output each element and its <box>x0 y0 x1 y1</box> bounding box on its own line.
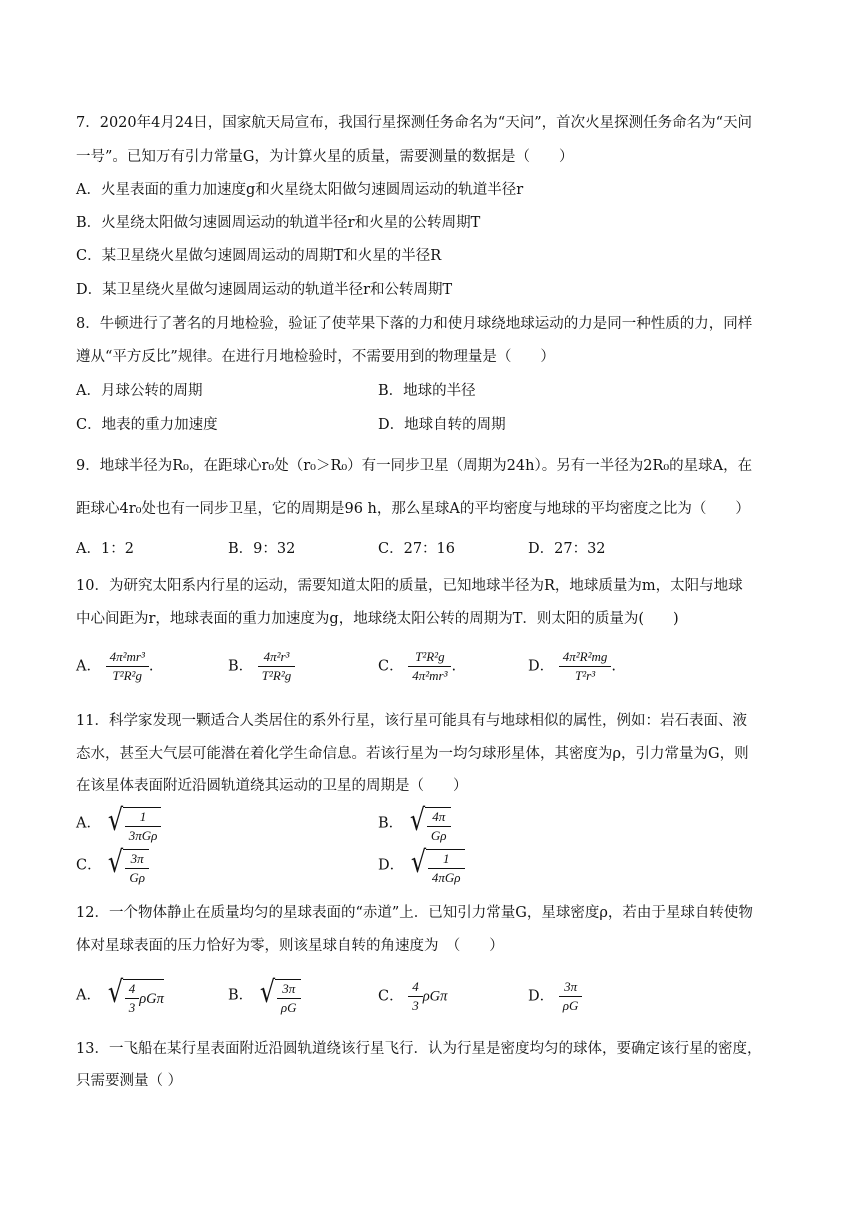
q12-a-denominator: 3 <box>128 1000 136 1015</box>
q12-option-c <box>378 978 447 1015</box>
q10-option-a <box>76 648 153 685</box>
q11-c-denominator: Gρ <box>129 870 145 885</box>
q12-a-numerator: 4 <box>125 980 140 999</box>
q13-stem-line1: 13．一飞船在某行星表面附近沿圆轨道绕该行星飞行．认为行星是密度均匀的球体，要确定该行星的密度， <box>76 1041 762 1057</box>
q12-d-label: D． <box>528 988 555 1005</box>
q11-stem-line1: 11．科学家发现一颗适合人类居住的系外行星，该行星可能具有与地球相似的属性，例如：岩石表面、液 <box>76 713 747 729</box>
q12-b-sqrt: √ $\frac{3\pi}{\rho G}$ <box>258 974 301 1017</box>
q10-c-numerator: T²R²g <box>408 648 451 667</box>
q8-option-b: B．地球的半径 <box>378 383 476 399</box>
q12-a-label: A． <box>76 987 101 1004</box>
q10-c-denominator: 4π²mr³ <box>412 668 448 683</box>
q12-stem-line2: 体对星球表面的压力恰好为零，则该星球自转的角速度为 （ ） <box>76 938 504 954</box>
q9-option-a: A．1：2 <box>76 541 134 557</box>
q10-b-fraction <box>258 648 295 685</box>
q12-a-tail: ρGπ <box>139 990 164 1007</box>
q10-d-label: D． <box>528 658 555 675</box>
q10-a-label: A． <box>76 658 101 675</box>
q11-c-fraction <box>125 850 149 887</box>
q10-a-dot: . <box>148 658 154 675</box>
q12-option-d <box>528 978 582 1015</box>
q9-option-c: C．27：16 <box>378 541 455 557</box>
q10-c-label: C． <box>378 658 404 675</box>
q12-a-fraction <box>125 980 140 1017</box>
q11-d-fraction <box>428 850 465 887</box>
q12-c-denominator: 3 <box>412 998 419 1013</box>
q10-d-numerator: 4π²R²mg <box>559 648 612 667</box>
q10-b-numerator: 4π²r³ <box>258 648 295 667</box>
q10-c-fraction <box>408 648 451 685</box>
q11-b-numerator: 4π <box>427 808 451 827</box>
q10-stem-line1: 10．为研究太阳系内行星的运动，需要知道太阳的质量，已知地球半径为R，地球质量为m，太阳与地球 <box>76 578 743 594</box>
q7-option-a: A．火星表面的重力加速度g和火星绕太阳做匀速圆周运动的轨道半径r <box>76 182 524 198</box>
q10-d-denominator: T²r³ <box>575 668 596 683</box>
q11-c-sqrt: √ $\frac{3\pi}{G\rho}$ <box>106 844 149 887</box>
q10-d-fraction <box>559 648 612 685</box>
q9-option-b: B．9：32 <box>228 541 296 557</box>
q8-stem-line2: 遵从“平方反比”规律。在进行月地检验时，不需要用到的物理量是（ ） <box>76 349 555 365</box>
q12-c-fraction <box>408 978 423 1015</box>
q11-d-sqrt: √ $\frac{1}{\text{4πGρ}}$ <box>409 844 465 887</box>
q11-a-label: A． <box>76 815 101 832</box>
q11-option-a <box>76 802 161 845</box>
q11-b-denominator: Gρ <box>430 828 447 843</box>
q12-stem-line1: 12．一个物体静止在质量均匀的星球表面的“赤道”上．已知引力常量G，星球密度ρ，若由于星球自转使物 <box>76 905 753 921</box>
q11-a-fraction <box>125 808 162 845</box>
q10-c-dot: . <box>451 658 457 675</box>
q9-stem-line2: 距球心4r₀处也有一同步卫星，它的周期是96 h，那么星球A的平均密度与地球的平均密度之比为（ ） <box>76 501 750 517</box>
q8-option-d: D．地球自转的周期 <box>378 417 506 433</box>
q12-d-fraction <box>559 978 583 1015</box>
q10-a-fraction <box>106 648 149 685</box>
q12-a-sqrt: √ $\frac{4}{3}$ ρGπ <box>107 975 164 1015</box>
q11-c-numerator: 3π <box>125 850 149 869</box>
q9-option-d: D．27：32 <box>528 541 606 557</box>
q12-b-label: B． <box>228 987 254 1004</box>
q13-stem-line2: 只需要测量（ ） <box>76 1073 183 1089</box>
q12-option-a <box>76 974 164 1017</box>
q7-stem-line2: 一号”。已知万有引力常量G，为计算火星的质量，需要测量的数据是（ ） <box>76 149 574 165</box>
q7-option-c: C．某卫星绕火星做匀速圆周运动的周期T和火星的半径R <box>76 248 442 264</box>
q12-b-fraction <box>277 980 301 1017</box>
q11-stem-line2: 态水，甚至大气层可能潜在着化学生命信息。若该行星为一均匀球形星体，其密度为ρ，引力常量为G，则 <box>76 746 749 762</box>
q10-option-d <box>528 648 616 685</box>
q11-d-numerator: 1 <box>428 850 465 869</box>
q8-option-a: A．月球公转的周期 <box>76 383 203 399</box>
q12-c-label: C． <box>378 988 404 1005</box>
q11-a-denominator: 3πGρ <box>128 828 158 843</box>
q11-stem-line3: 在该星体表面附近沿圆轨道绕其运动的卫星的周期是（ ） <box>76 778 468 794</box>
q11-b-label: B． <box>378 815 404 832</box>
q12-b-denominator: ρG <box>280 1000 297 1015</box>
q11-b-sqrt: √ $\frac{4\pi}{G\rho}$ <box>408 802 451 845</box>
q11-a-sqrt: √ $\frac{1}{\text{3πGρ}}$ <box>106 802 162 845</box>
q11-b-fraction <box>427 808 451 845</box>
q8-option-c: C．地表的重力加速度 <box>76 417 218 433</box>
q10-option-c <box>378 648 456 685</box>
q10-b-label: B． <box>228 658 254 675</box>
q12-d-denominator: ρG <box>562 998 579 1013</box>
q10-option-b <box>228 648 295 685</box>
q11-option-d <box>378 844 465 887</box>
q12-option-b <box>228 974 301 1017</box>
q12-d-numerator: 3π <box>559 978 583 997</box>
q7-option-d: D．某卫星绕火星做匀速圆周运动的轨道半径r和公转周期T <box>76 282 453 298</box>
q11-option-c <box>76 844 149 887</box>
q7-option-b: B．火星绕太阳做匀速圆周运动的轨道半径r和火星的公转周期T <box>76 215 481 231</box>
q12-b-numerator: 3π <box>277 980 301 999</box>
q10-stem-line2: 中心间距为r，地球表面的重力加速度为g，地球绕太阳公转的周期为T．则太阳的质量为( ) <box>76 611 679 627</box>
q7-stem-line1: 7．2020年4月24日，国家航天局宣布，我国行星探测任务命名为“天问”，首次火星探测任务命名为“天问 <box>76 115 753 131</box>
q10-d-dot: . <box>611 658 616 675</box>
q11-d-label: D． <box>378 857 405 874</box>
q11-a-numerator: 1 <box>125 808 162 827</box>
q8-stem-line1: 8．牛顿进行了著名的月地检验，验证了使苹果下落的力和使月球绕地球运动的力是同一种性质的力，同样 <box>76 316 753 332</box>
q11-c-label: C． <box>76 857 102 874</box>
q12-c-tail: ρGπ <box>422 988 448 1005</box>
q10-a-denominator: T²R²g <box>112 668 142 683</box>
q10-b-denominator: T²R²g <box>261 668 292 683</box>
q12-c-numerator: 4 <box>408 978 423 997</box>
q11-d-denominator: 4πGρ <box>431 870 461 885</box>
q11-option-b <box>378 802 451 845</box>
q9-stem-line1: 9．地球半径为R₀，在距球心r₀处（r₀＞R₀）有一同步卫星（周期为24h）。另有一半径为2R₀的星球A，在 <box>76 458 753 474</box>
q10-a-numerator: 4π²mr³ <box>106 648 149 667</box>
